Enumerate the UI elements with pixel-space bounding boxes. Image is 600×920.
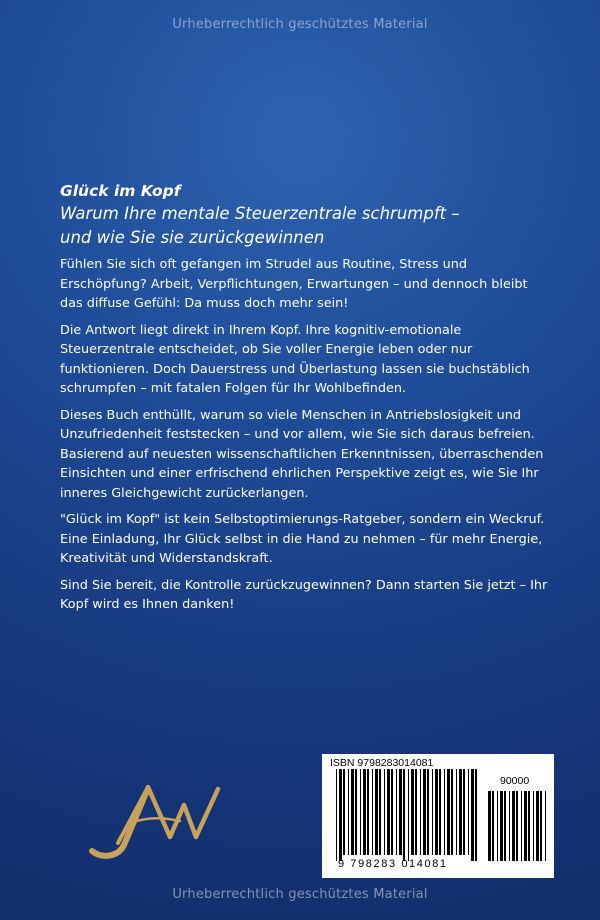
blurb-paragraph-4: "Glück im Kopf" ist kein Selbstoptimierungs-Ratgeber, sondern ein Weckruf. Eine Einladung, Ihr Glück selbst in die Hand zu nehmen – für mehr Energie, Kreativität und Widerstandskraft. bbox=[60, 512, 545, 566]
watermark-top: Urheberrechtlich geschütztes Material bbox=[172, 17, 428, 32]
book-title: Glück im Kopf bbox=[60, 182, 181, 200]
blurb-paragraph-1: Fühlen Sie sich oft gefangen im Strudel aus Routine, Stress und Erschöpfung? Arbeit, Verpflichtungen, Erwartungen – und dennoch bleibt das diffuse Gefühl: Da muss doch mehr sein! bbox=[60, 257, 528, 311]
blurb-paragraph-5: Sind Sie bereit, die Kontrolle zurückzugewinnen? Dann starten Sie jetzt – Ihr Kopf wird es Ihnen danken! bbox=[60, 577, 548, 612]
price-code: 90000 bbox=[500, 775, 530, 787]
book-subtitle bbox=[60, 202, 550, 250]
subtitle-line-1: Warum Ihre mentale Steuerzentrale schrumpft – bbox=[60, 204, 460, 223]
barcode-digits: 9 798283 014081 bbox=[338, 858, 448, 870]
publisher-logo bbox=[88, 765, 228, 865]
watermark-bottom: Urheberrechtlich geschütztes Material bbox=[172, 887, 428, 902]
isbn-label: ISBN 9798283014081 bbox=[330, 757, 434, 769]
blurb-paragraph-2: Die Antwort liegt direkt in Ihrem Kopf. Ihre kognitiv-emotionale Steuerzentrale entscheidet, ob Sie voller Energie leben oder nur funktionieren. Doch Dauerstress und Überlastung lassen sie buchstäblich schrumpfen – mit fatalen Folgen für Ihr Wohlbefinden. bbox=[60, 322, 530, 396]
barcode-box bbox=[322, 754, 554, 878]
blurb-paragraph-3: Dieses Buch enthüllt, warum so viele Menschen in Antriebslosigkeit und Unzufriedenheit feststecken – und vor allem, wie Sie sich daraus befreien. Basierend auf neuesten wissenschaftlichen Erkenntnissen, überraschenden Einsichten und einer erfrischend ehrlichen Perspektive zeigt es, wie Sie Ihr inneres Gleichgewicht zurückerlangen. bbox=[60, 407, 544, 501]
subtitle-line-2: und wie Sie sie zurückgewinnen bbox=[60, 228, 325, 247]
blurb bbox=[60, 180, 550, 622]
barcode-bars bbox=[328, 769, 550, 864]
